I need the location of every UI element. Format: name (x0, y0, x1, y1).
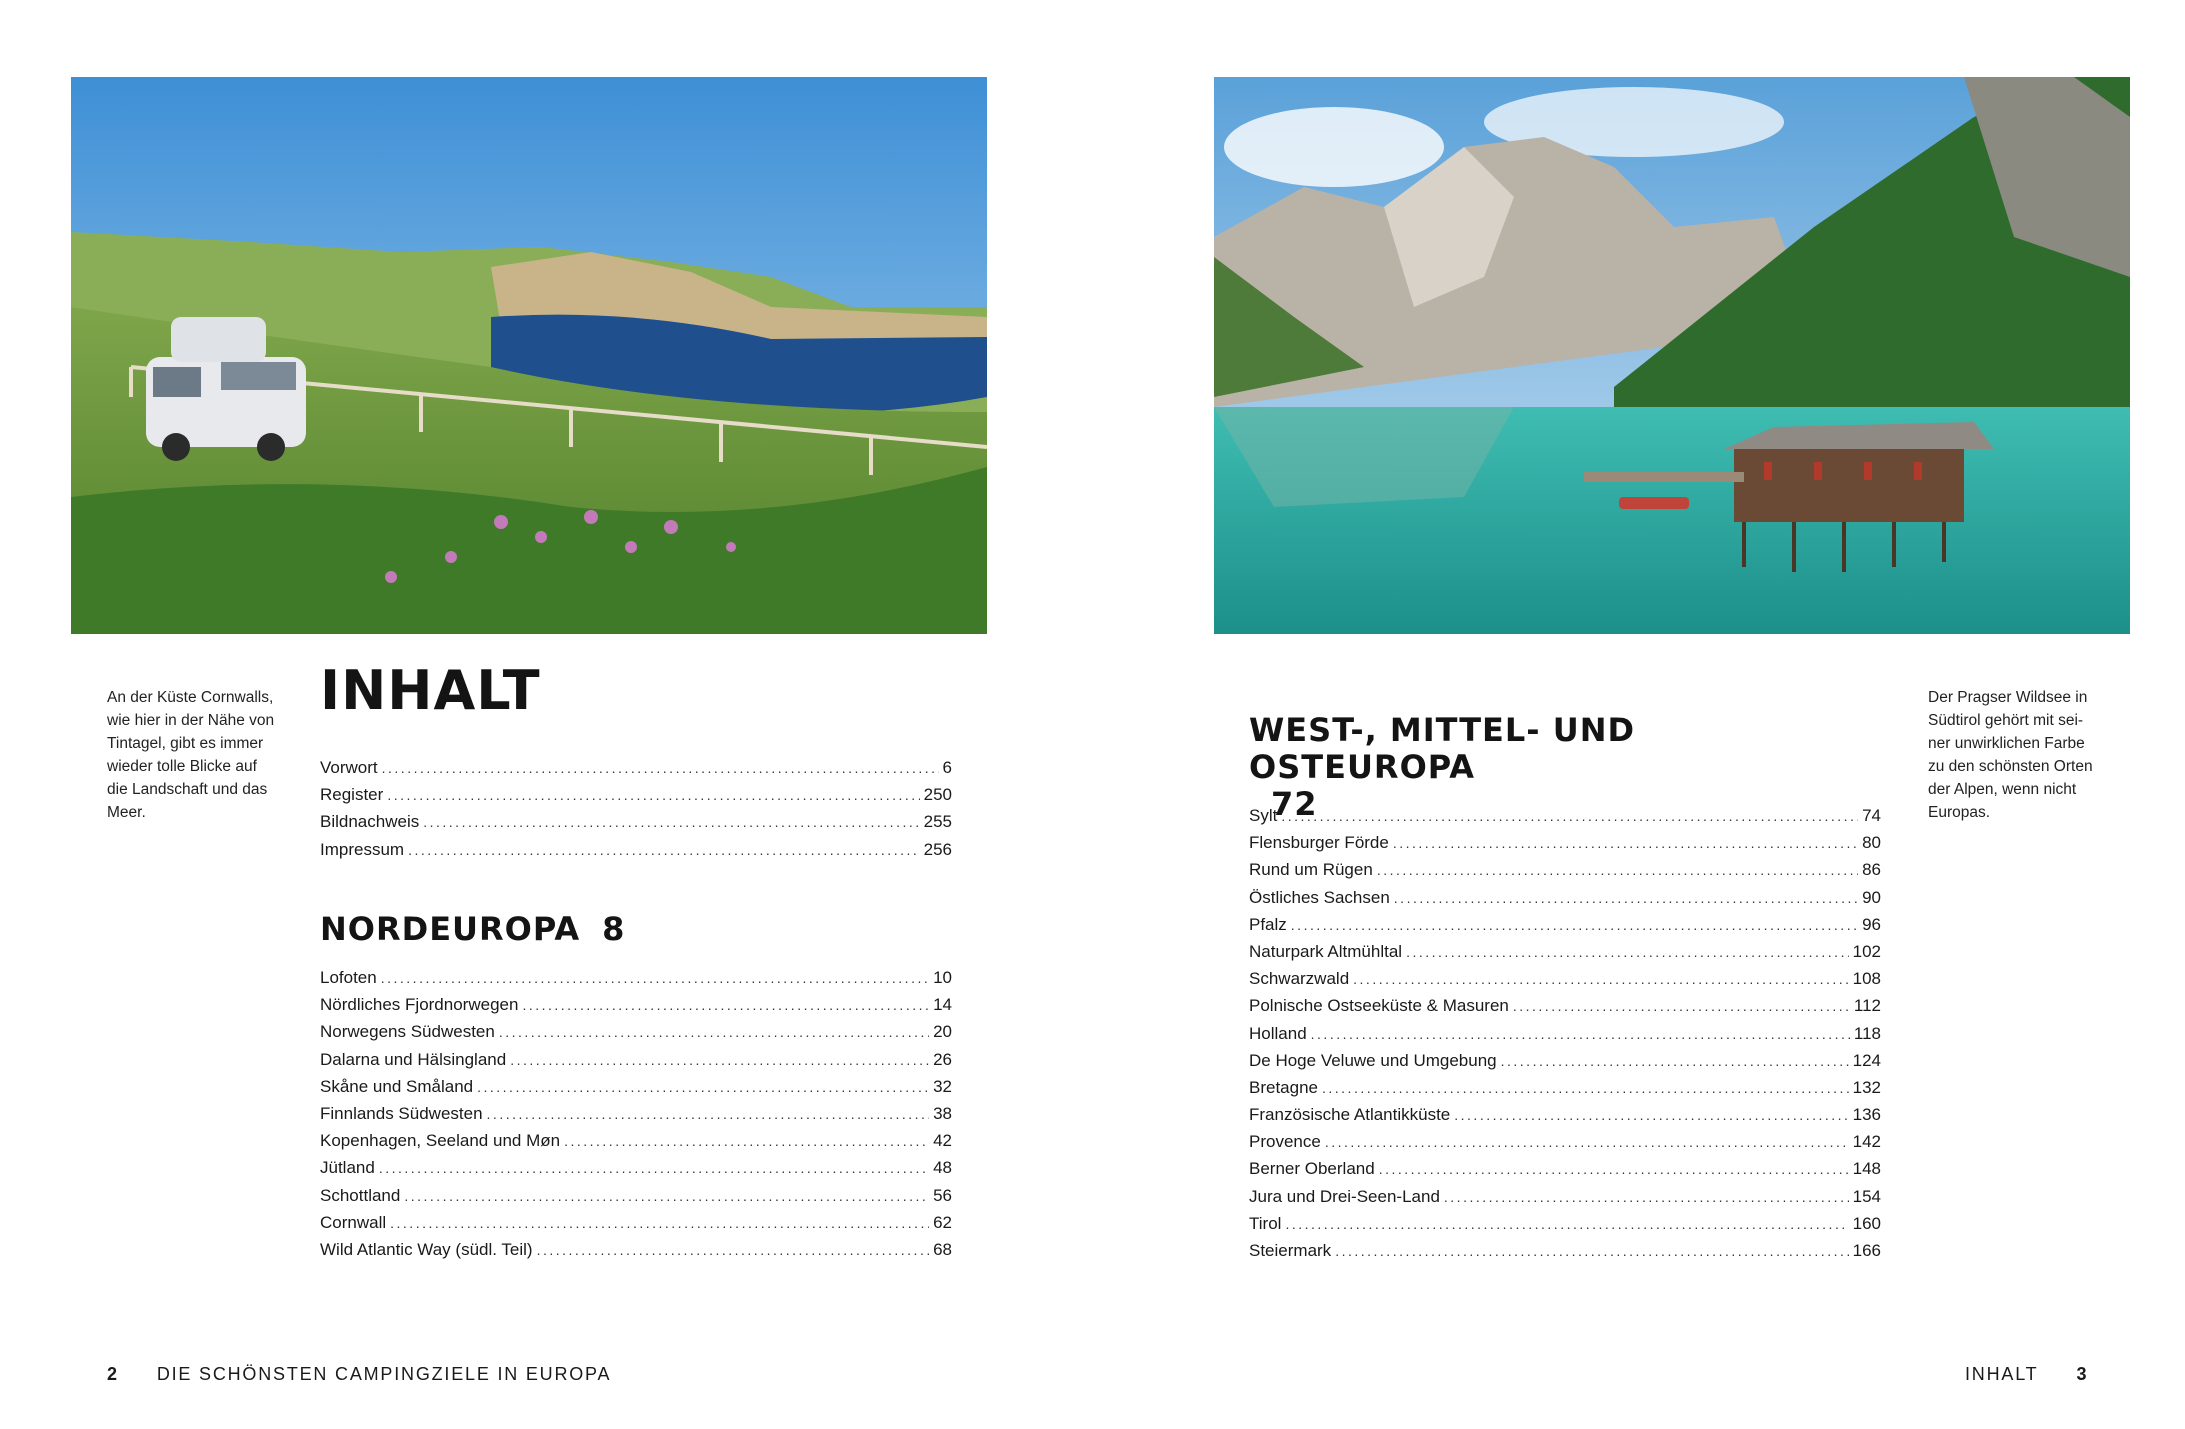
toc-entry-label: Norwegens Südwesten (320, 1022, 495, 1042)
leader-dots (404, 1183, 929, 1210)
leader-dots (381, 965, 929, 992)
leader-dots (477, 1074, 929, 1101)
toc-entry-page: 48 (933, 1158, 952, 1178)
toc-entry-page: 38 (933, 1103, 952, 1123)
toc-entry-page: 90 (1862, 887, 1881, 907)
toc-entry-label: Bretagne (1249, 1077, 1318, 1097)
toc-entry-label: Berner Oberland (1249, 1159, 1375, 1179)
toc-entry[interactable] (1249, 1128, 1881, 1155)
caption-line: der Alpen, wenn nicht (1928, 781, 2077, 798)
cornwall-campervan-photo (71, 77, 987, 634)
toc-entry-page: 250 (923, 785, 952, 805)
toc-entry[interactable] (320, 991, 952, 1018)
toc-entry-label: Jütland (320, 1158, 375, 1178)
toc-entry-label: Polnische Ostseeküste & Masuren (1249, 996, 1509, 1016)
toc-entry[interactable] (1249, 1101, 1881, 1128)
leader-dots (564, 1128, 929, 1155)
toc-entry-page: 14 (933, 995, 952, 1015)
caption-line: wieder tolle Blicke auf (107, 758, 257, 775)
caption-line: Meer. (107, 804, 146, 821)
toc-entry-page: 6 (942, 758, 952, 777)
toc-entry-page: 160 (1852, 1213, 1881, 1233)
toc-entry-page: 68 (933, 1239, 952, 1259)
toc-entry[interactable] (1249, 1047, 1881, 1074)
leader-dots (487, 1101, 930, 1128)
toc-west-mittel-osteuropa (1249, 802, 1881, 1264)
toc-entry-page: 86 (1862, 860, 1881, 880)
toc-entry-page: 112 (1853, 996, 1881, 1016)
toc-entry-page: 10 (933, 968, 952, 987)
toc-entry[interactable] (1249, 884, 1881, 911)
leader-dots (1394, 885, 1858, 912)
toc-entry[interactable] (320, 1154, 952, 1181)
leader-dots (537, 1237, 930, 1264)
toc-entry-label: Pfalz (1249, 914, 1287, 934)
toc-entry-label: Vorwort (320, 758, 378, 777)
running-title: DIE SCHÖNSTEN CAMPINGZIELE IN EUROPA (156, 1364, 612, 1384)
toc-entry-label: De Hoge Veluwe und Umgebung (1249, 1050, 1497, 1070)
toc-entry-page: 255 (923, 812, 952, 832)
caption-line: Südtirol gehört mit sei- (1928, 712, 2084, 729)
leader-dots (1393, 830, 1858, 857)
toc-entry-label: Bildnachweis (320, 812, 420, 832)
toc-entry-page: 96 (1862, 914, 1881, 934)
toc-entry-label: Steiermark (1249, 1241, 1332, 1260)
toc-entry-page: 154 (1852, 1186, 1881, 1206)
pragser-wildsee-photo (1214, 77, 2130, 634)
caption-line: Europas. (1928, 804, 1991, 821)
leader-dots (1322, 1075, 1849, 1102)
toc-entry-page: 166 (1852, 1241, 1881, 1260)
toc-entry[interactable] (320, 836, 952, 863)
leader-dots (1454, 1102, 1848, 1129)
leader-dots (1291, 912, 1858, 939)
toc-entry[interactable] (1249, 911, 1881, 938)
toc-entry[interactable] (320, 1182, 952, 1209)
toc-entry[interactable] (1249, 992, 1881, 1019)
toc-entry-page: 62 (933, 1212, 952, 1232)
toc-nordeuropa (320, 964, 952, 1263)
caption-line: wie hier in der Nähe von (107, 712, 275, 729)
toc-entry[interactable] (320, 1209, 952, 1236)
section-title-line1: WEST-, MITTEL- UND (1249, 711, 1636, 749)
toc-entry-label: Rund um Rügen (1249, 860, 1373, 880)
page-title: INHALT (320, 659, 541, 722)
caption-line: die Landschaft und das (107, 781, 268, 798)
toc-entry-label: Flensburger Förde (1249, 833, 1389, 853)
leader-dots (1406, 939, 1849, 966)
leader-dots (1513, 993, 1850, 1020)
toc-entry-label: Naturpark Altmühltal (1249, 941, 1403, 961)
toc-entry-page: 32 (933, 1076, 952, 1096)
section-title-line2: OSTEUROPA (1249, 748, 1476, 786)
leader-dots (387, 782, 919, 809)
leader-dots (408, 837, 920, 864)
toc-entry-label: Dalarna und Hälsingland (320, 1049, 507, 1069)
toc-entry-label: Schottland (320, 1185, 401, 1205)
toc-entry[interactable] (320, 1127, 952, 1154)
caption-line: An der Küste Cornwalls, (107, 689, 274, 706)
toc-entry[interactable] (320, 1073, 952, 1100)
toc-entry[interactable] (320, 1018, 952, 1045)
toc-entry-label: Register (320, 785, 384, 805)
toc-entry[interactable] (1249, 1237, 1881, 1264)
footer-right (1965, 1364, 2088, 1385)
section-page: 72 (1271, 785, 1318, 823)
toc-entry[interactable] (320, 1100, 952, 1127)
toc-entry[interactable] (1249, 1210, 1881, 1237)
toc-entry-page: 42 (933, 1131, 952, 1151)
toc-entry-label: Holland (1249, 1023, 1307, 1043)
toc-entry-label: Wild Atlantic Way (südl. Teil) (320, 1239, 533, 1259)
toc-entry[interactable] (1249, 1155, 1881, 1182)
toc-entry[interactable] (320, 1046, 952, 1073)
page-number: 3 (2076, 1364, 2089, 1384)
leader-dots (423, 809, 919, 836)
leader-dots (1353, 966, 1848, 993)
leader-dots (1501, 1048, 1849, 1075)
toc-entry-page: 56 (933, 1185, 952, 1205)
toc-entry[interactable] (1249, 802, 1881, 829)
toc-entry-label: Skåne und Småland (320, 1076, 474, 1096)
toc-entry-label: Schwarzwald (1249, 969, 1350, 989)
leader-dots (382, 755, 939, 782)
leader-dots (1379, 1156, 1849, 1183)
leader-dots (499, 1019, 929, 1046)
toc-entry[interactable] (1249, 938, 1881, 965)
leader-dots (1311, 1021, 1850, 1048)
toc-entry-page: 20 (933, 1022, 952, 1042)
leader-dots (390, 1210, 929, 1237)
toc-entry-label: Kopenhagen, Seeland und Møn (320, 1131, 561, 1151)
toc-entry[interactable] (320, 781, 952, 808)
toc-entry-page: 148 (1852, 1159, 1881, 1179)
photo-caption-left (107, 686, 277, 824)
section-page: 8 (602, 910, 626, 948)
toc-entry-label: Impressum (320, 839, 405, 859)
toc-entry-page: 124 (1852, 1050, 1881, 1070)
photo-caption-right (1928, 686, 2098, 824)
toc-entry[interactable] (1249, 829, 1881, 856)
caption-line: Tintagel, gibt es immer (107, 735, 264, 752)
caption-line: ner unwirklichen Farbe (1928, 735, 2085, 752)
toc-front-matter (320, 754, 952, 863)
leader-dots (1444, 1184, 1849, 1211)
toc-entry-page: 132 (1852, 1077, 1881, 1097)
toc-entry-page: 74 (1862, 806, 1881, 825)
toc-entry-page: 256 (923, 839, 952, 859)
section-title: NORDEUROPA (320, 910, 581, 948)
toc-entry-label: Provence (1249, 1132, 1321, 1152)
toc-entry-page: 26 (933, 1049, 952, 1069)
toc-entry[interactable] (320, 808, 952, 835)
leader-dots (1325, 1129, 1849, 1156)
toc-entry[interactable] (320, 964, 952, 991)
caption-line: Der Pragser Wildsee in (1928, 689, 2088, 706)
toc-entry-page: 80 (1862, 833, 1881, 853)
toc-entry-label: Sylt (1249, 806, 1278, 825)
toc-entry[interactable] (1249, 1183, 1881, 1210)
toc-entry[interactable] (320, 754, 952, 781)
leader-dots (1281, 803, 1858, 830)
leader-dots (510, 1047, 929, 1074)
leader-dots (1377, 857, 1858, 884)
toc-entry[interactable] (1249, 856, 1881, 883)
footer-left (107, 1364, 611, 1385)
section-heading-nordeuropa[interactable] (320, 910, 625, 948)
toc-entry-page: 136 (1852, 1105, 1881, 1125)
toc-entry-label: Französische Atlantikküste (1249, 1105, 1451, 1125)
leader-dots (522, 992, 929, 1019)
toc-entry[interactable] (320, 1236, 952, 1263)
toc-entry[interactable] (1249, 1074, 1881, 1101)
toc-entry[interactable] (1249, 1020, 1881, 1047)
toc-entry[interactable] (1249, 965, 1881, 992)
toc-entry-label: Finnlands Südwesten (320, 1103, 483, 1123)
toc-entry-page: 102 (1852, 941, 1881, 961)
page-number: 2 (107, 1364, 119, 1384)
toc-entry-page: 118 (1853, 1023, 1881, 1043)
leader-dots (1285, 1211, 1848, 1238)
toc-entry-label: Cornwall (320, 1212, 387, 1232)
toc-entry-page: 108 (1852, 969, 1881, 989)
toc-entry-label: Jura und Drei-Seen-Land (1249, 1186, 1440, 1206)
toc-entry-label: Tirol (1249, 1213, 1282, 1233)
toc-entry-label: Lofoten (320, 968, 377, 987)
leader-dots (1335, 1238, 1848, 1265)
leader-dots (379, 1155, 929, 1182)
toc-entry-page: 142 (1852, 1132, 1881, 1152)
toc-entry-label: Nördliches Fjordnorwegen (320, 995, 519, 1015)
toc-entry-label: Östliches Sachsen (1249, 887, 1390, 907)
running-title: INHALT (1965, 1364, 2039, 1384)
caption-line: zu den schönsten Orten (1928, 758, 2093, 775)
